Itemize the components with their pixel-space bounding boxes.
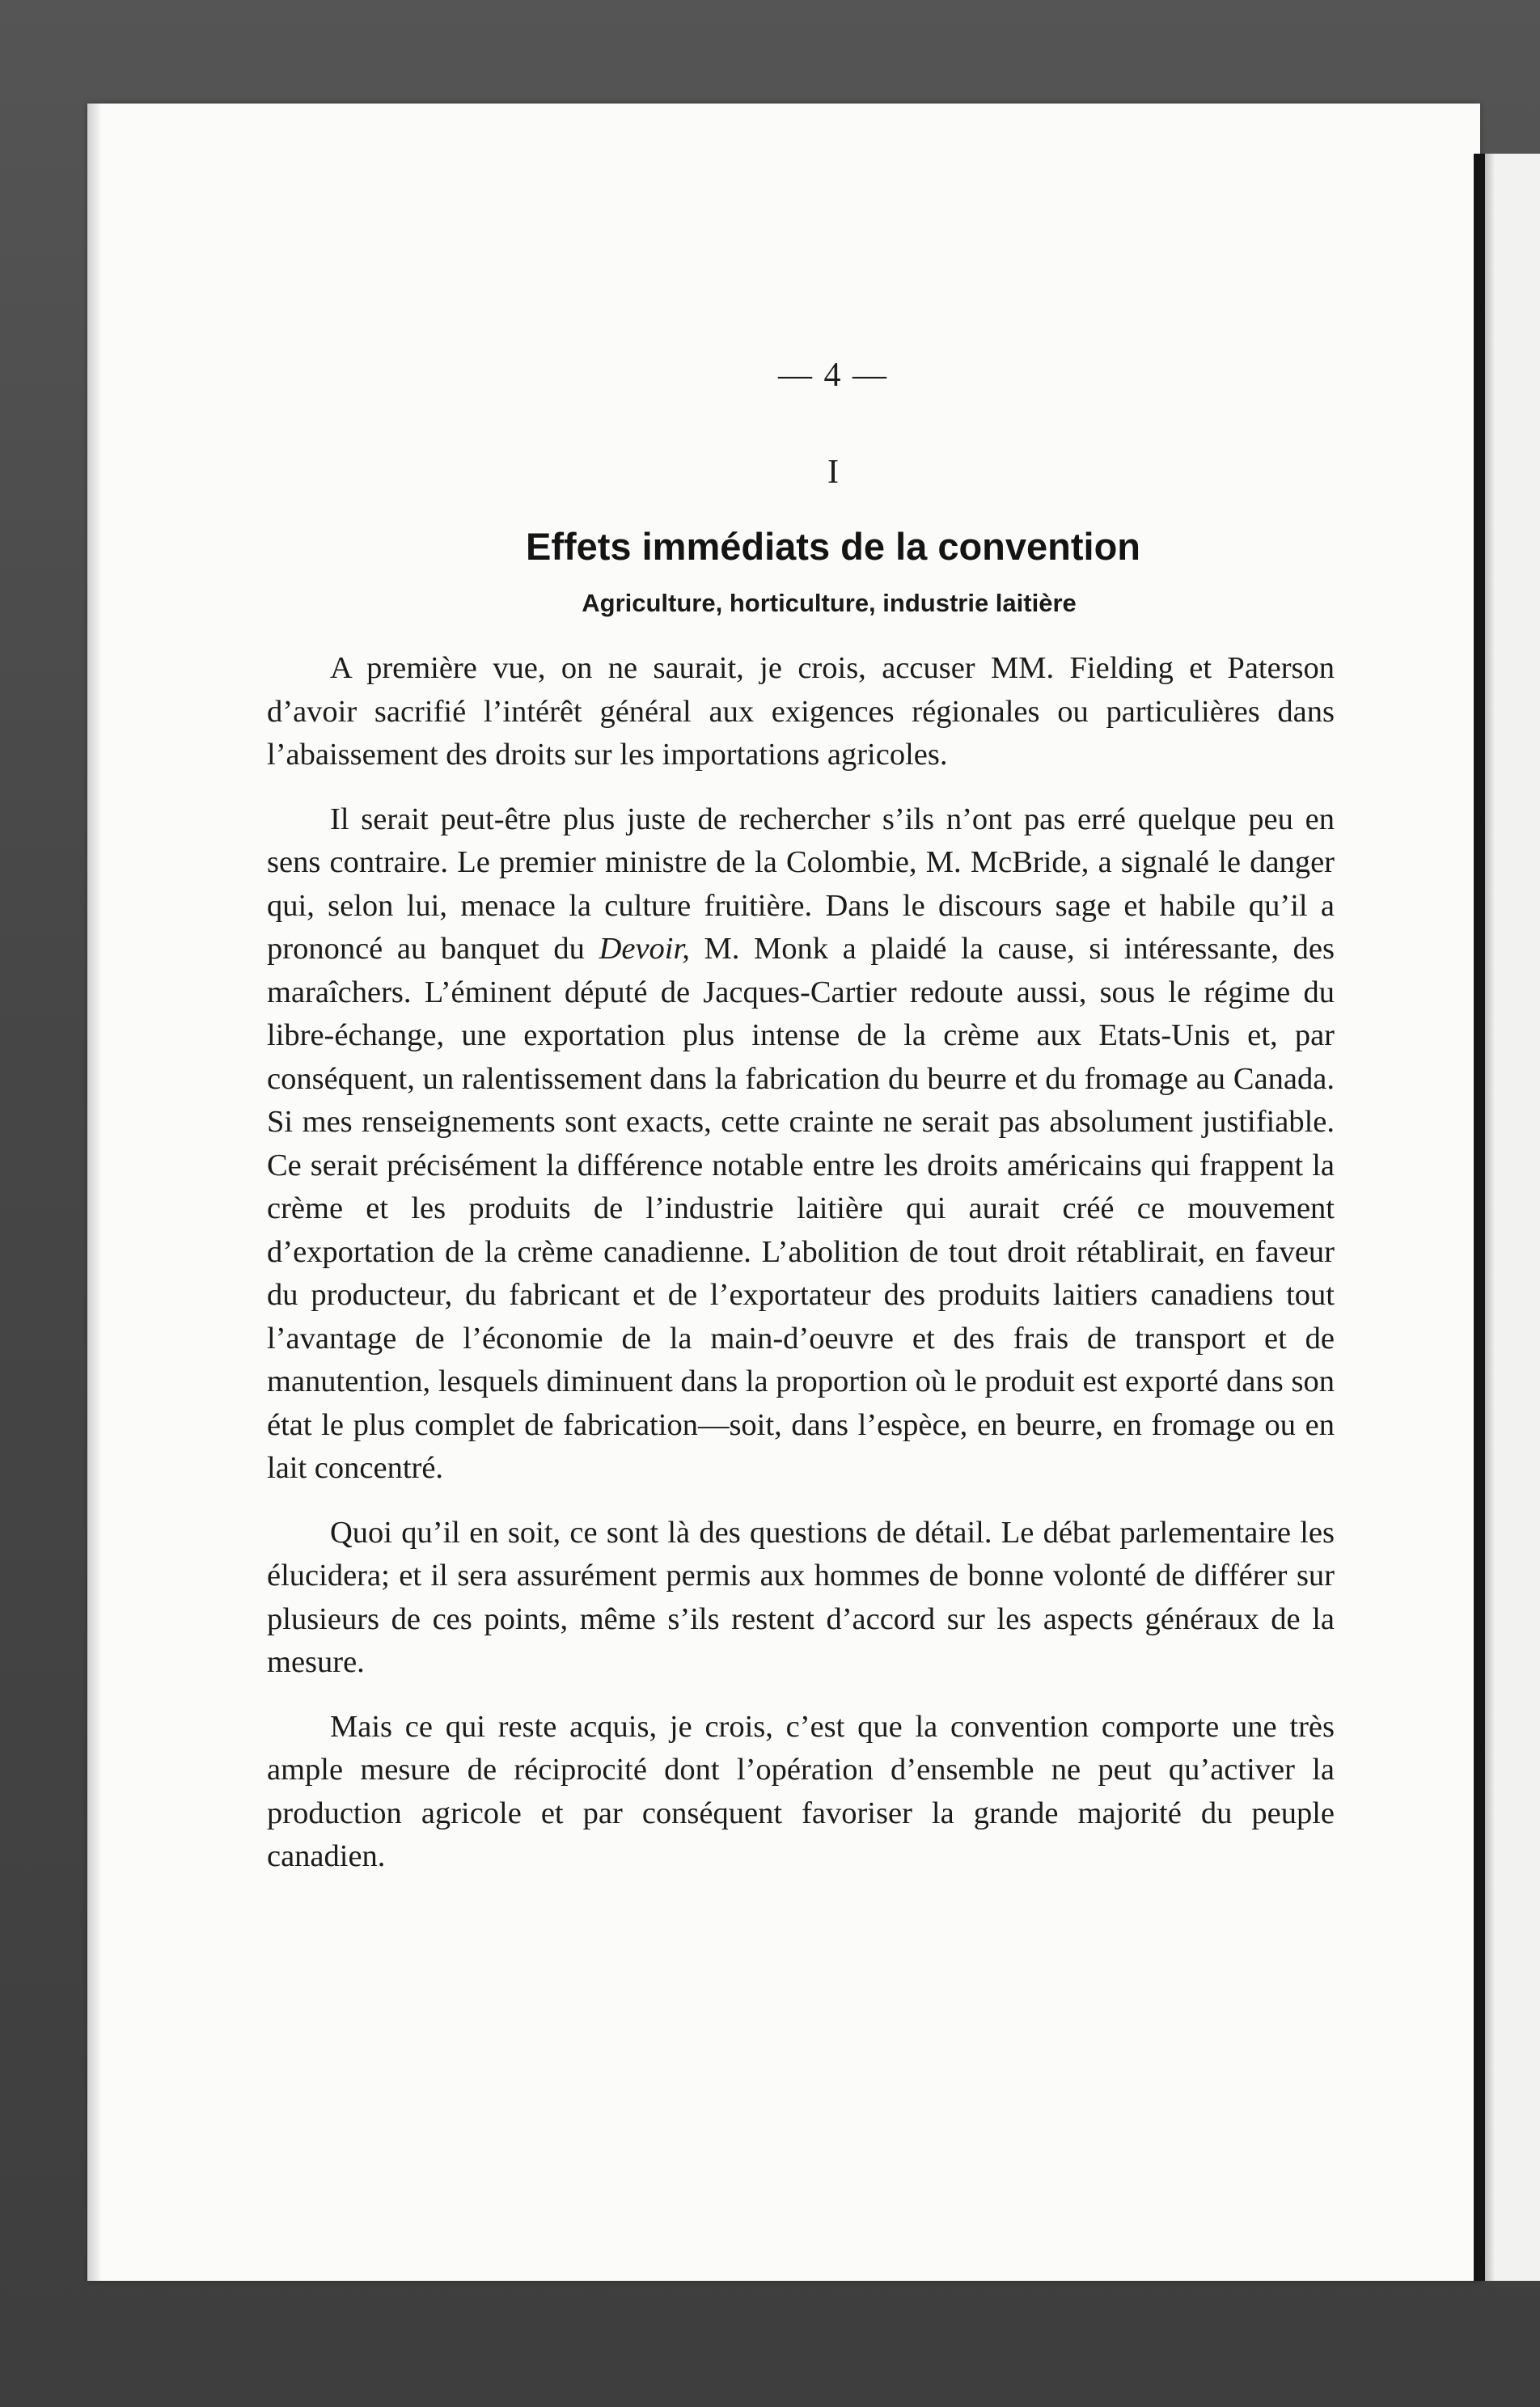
paragraph-2 xyxy=(267,798,1335,1491)
paragraph-1: A première vue, on ne saurait, je crois, accuser MM. Fielding et Paterson d’avoir sacrifié l’intérêt général aux exigences régionales ou particulières dans l’abaissement des droits sur les importations agricoles. xyxy=(267,651,1335,772)
page-number: — 4 — xyxy=(778,357,888,394)
paragraph-4: Mais ce qui reste acquis, je crois, c’est que la convention comporte une très ample mesure de réciprocité dont l’opération d’ensemble ne peut qu’activer la production agricole et par conséquent favoriser la grande majorité du peuple canadien. xyxy=(267,1709,1335,1873)
body-text xyxy=(267,647,1335,1900)
section-title: Effets immédiats de la convention xyxy=(525,525,1140,568)
section-subtitle: Agriculture, horticulture, industrie laitière xyxy=(582,589,1077,617)
paragraph-2-part-1: Il serait peut-être plus juste de rechercher s’ils n’ont pas erré quelque peu en sens contraire. Le premier ministre de la Colombie, M. McBride, a signalé le danger qui, selon lui, menace la culture fruitière. Dans le discours sage et habile qu’il a prononcé au banquet du xyxy=(267,802,1335,966)
paragraph-2-part-2: M. Monk a plaidé la cause, si intéressante, des maraîchers. L’éminent député de Jacques-Cartier redoute aussi, sous le régime du libre-échange, une exportation plus intense de la crème aux Etats-Unis et, par conséquent, un ralentissement dans la fabrication du beurre et du fromage au Canada. Si mes renseignements sont exacts, cette crainte ne serait pas absolument justifiable. Ce serait précisément la différence notable entre les droits américains qui frappent la crème et les produits de l’industrie laitière qui aurait créé ce mouvement d’exportation de la crème canadienne. L’abolition de tout droit rétablirait, en faveur du producteur, du fabricant et de l’exportateur des produits laitiers canadiens tout l’avantage de l’économie de la main-d’oeuvre et des frais de transport et de manutention, lesquels diminuent dans la proportion où le produit est exporté dans son état le plus complet de fabrication—soit, dans l’espèce, en beurre, en fromage ou en lait concentré. xyxy=(267,932,1335,1485)
section-numeral: I xyxy=(827,454,839,491)
paragraph-3: Quoi qu’il en soit, ce sont là des questions de détail. Le débat parlementaire les élucidera; et il sera assurément permis aux hommes de bonne volonté de différer sur plusieurs de ces points, même s’ils restent d’accord sur les aspects généraux de la mesure. xyxy=(267,1515,1335,1679)
page-binding-shadow xyxy=(87,104,102,2281)
newspaper-title: Devoir, xyxy=(599,932,690,966)
